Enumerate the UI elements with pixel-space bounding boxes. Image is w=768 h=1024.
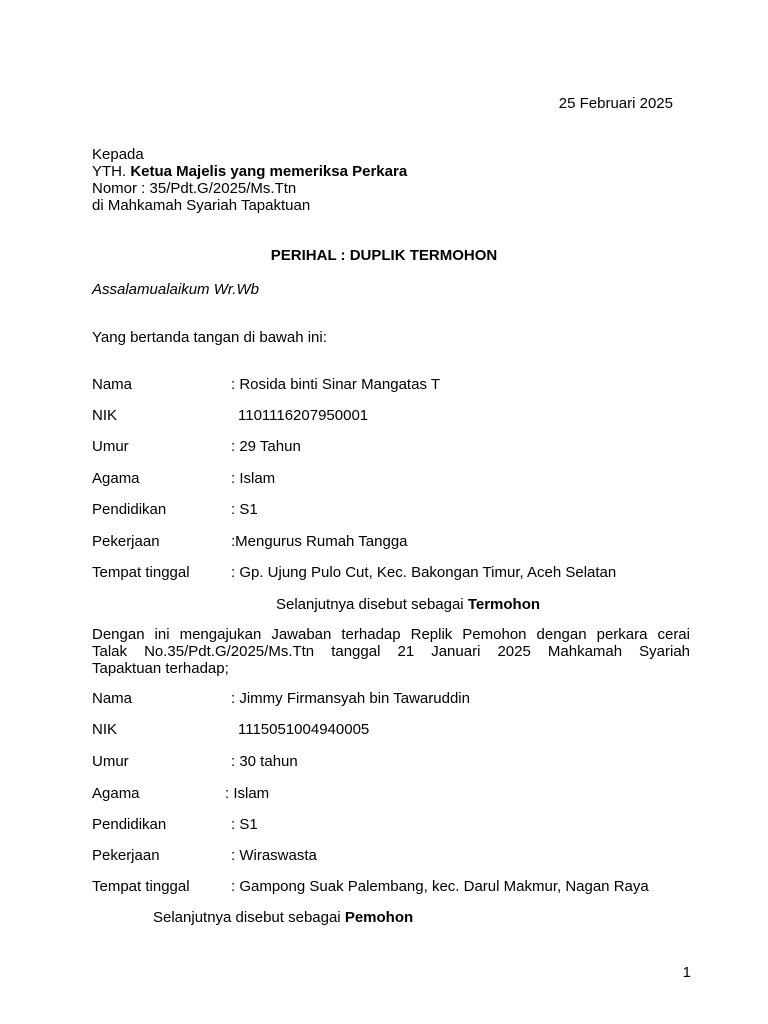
field-label: Tempat tinggal [92,878,190,895]
designation-prefix: Selanjutnya disebut sebagai [153,909,341,926]
designation-role: Termohon [467,596,541,613]
designation-role: Pemohon [344,909,414,926]
field-value: :Mengurus Rumah Tangga [231,533,408,550]
field-value: : Gp. Ujung Pulo Cut, Kec. Bakongan Timur, Aceh Selatan [231,564,617,581]
field-label: Umur [92,438,129,455]
field-value: : Gampong Suak Palembang, kec. Darul Makmur, Nagan Raya [231,878,649,895]
address-court: di Mahkamah Syariah Tapaktuan [92,197,311,214]
field-value: : Islam [231,470,276,487]
address-to: Kepada [92,146,144,163]
address-yth [92,163,407,180]
paragraph-line: Dengan ini mengajukan Jawaban terhadap Replik Pemohon dengan perkara cerai [92,626,690,643]
field-label: Agama [92,785,140,802]
letter-subject: PERIHAL : DUPLIK TERMOHON [270,247,498,264]
field-value: : Jimmy Firmansyah bin Tawaruddin [231,690,470,707]
yth-prefix: YTH. [92,163,127,180]
field-value: : Wiraswasta [231,847,317,864]
field-value: : Islam [225,785,270,802]
paragraph-line: Talak No.35/Pdt.G/2025/Ms.Ttn tanggal 21 Januari 2025 Mahkamah Syariah [92,643,690,660]
termohon-designation [276,596,540,613]
address-nomor: Nomor : 35/Pdt.G/2025/Ms.Ttn [92,180,297,197]
field-label: Nama [92,376,133,393]
body-paragraph [92,626,690,677]
field-label: Pekerjaan [92,533,160,550]
field-label: Pendidikan [92,501,167,518]
yth-name: Ketua Majelis yang memeriksa Perkara [130,163,408,180]
field-value: 1101116207950001 [238,407,369,424]
field-label: Pendidikan [92,816,167,833]
field-label: NIK [92,721,118,738]
field-label: Pekerjaan [92,847,160,864]
field-label: NIK [92,407,118,424]
field-label: Umur [92,753,129,770]
field-value: : 30 tahun [231,753,298,770]
pemohon-designation [153,909,413,926]
field-value: : S1 [231,816,258,833]
field-value: : 29 Tahun [231,438,301,455]
paragraph-line: Tapaktuan terhadap; [92,660,229,677]
field-value: : Rosida binti Sinar Mangatas T [231,376,440,393]
field-value: : S1 [231,501,258,518]
recipient-address [92,146,407,214]
designation-prefix: Selanjutnya disebut sebagai [276,596,464,613]
intro-text: Yang bertanda tangan di bawah ini: [92,329,327,346]
field-label: Nama [92,690,133,707]
field-value: 1115051004940005 [238,721,370,738]
page-number: 1 [682,964,691,981]
field-label: Tempat tinggal [92,564,190,581]
greeting: Assalamualaikum Wr.Wb [92,281,259,298]
letter-date: 25 Februari 2025 [558,95,673,112]
field-label: Agama [92,470,140,487]
